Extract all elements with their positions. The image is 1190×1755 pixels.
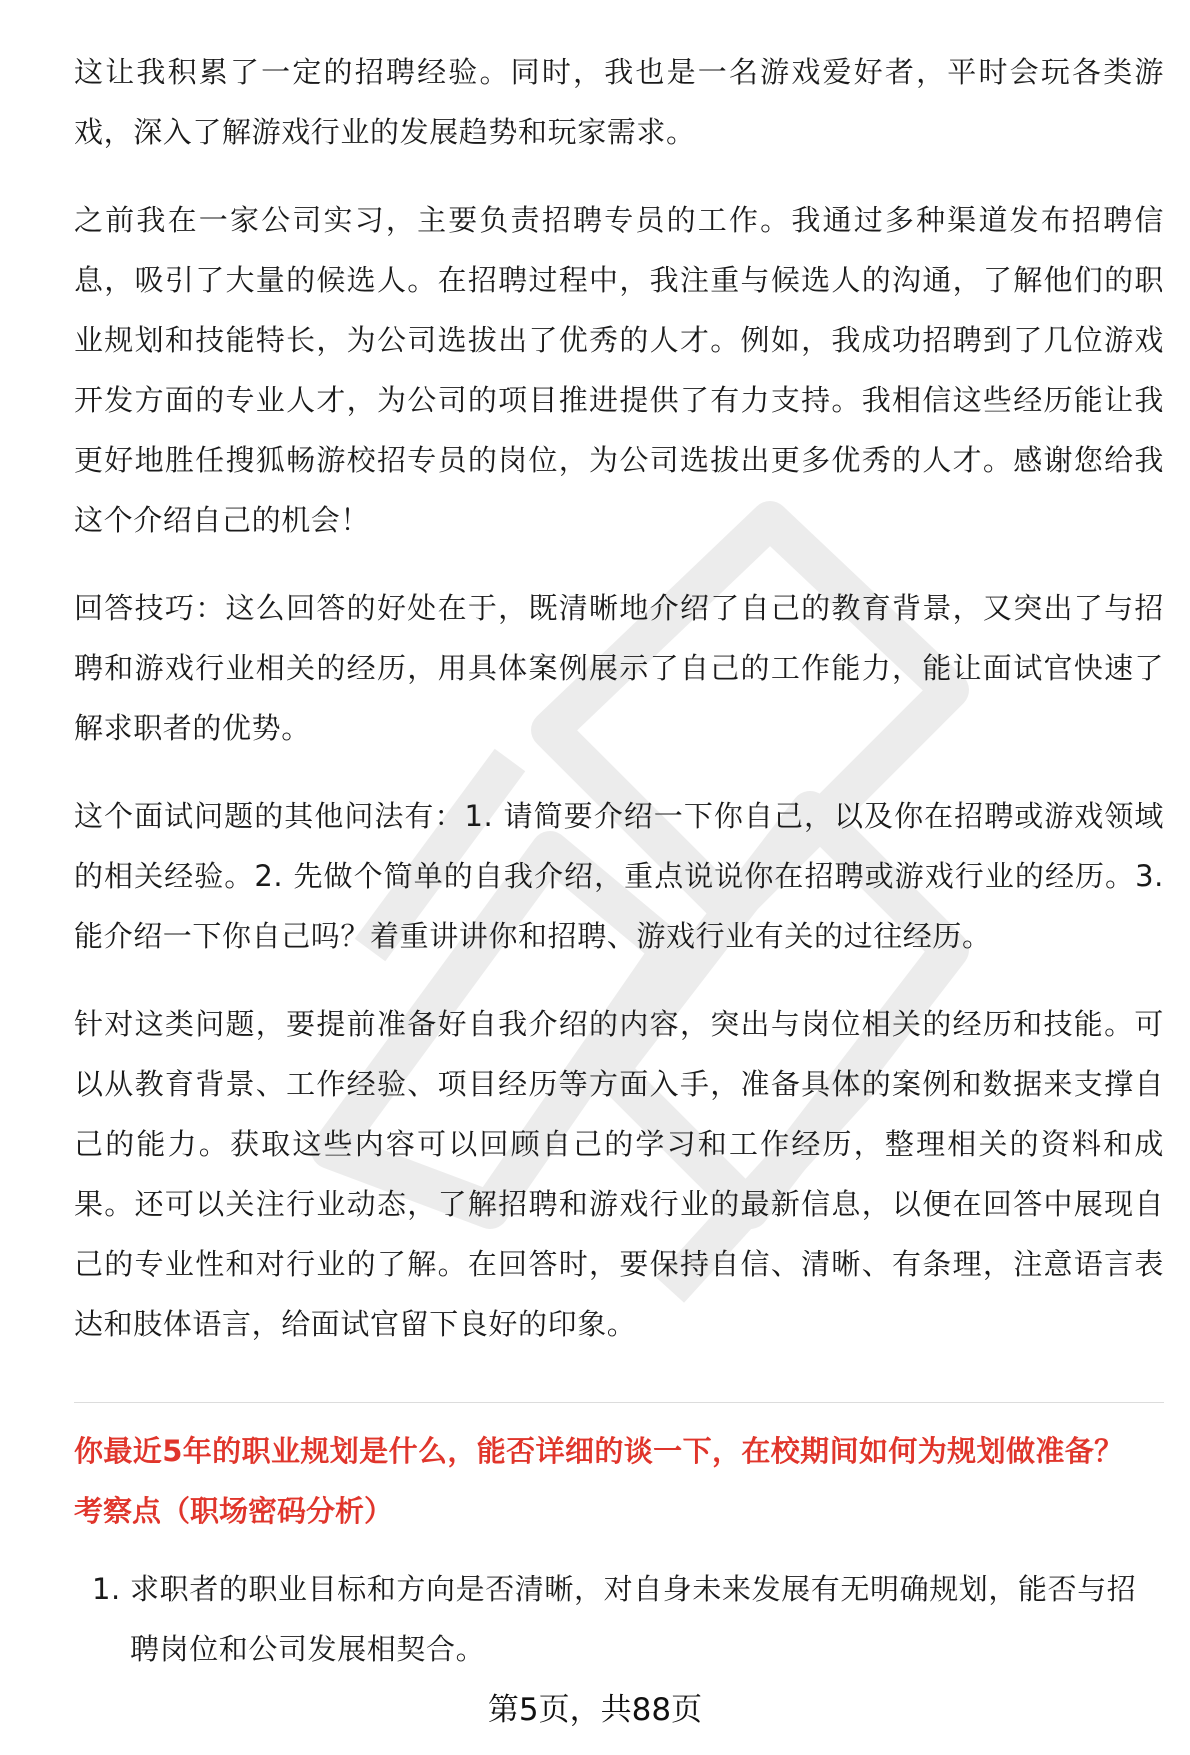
paragraph-alternative-questions: 这个面试问题的其他问法有：1. 请简要介绍一下你自己，以及你在招聘或游戏领域的相关经验。2. 先做个简单的自我介绍，重点说说你在招聘或游戏行业的经历。3. 能介绍一下你自己吗？着重讲讲你和招聘、游戏行业有关的过往经历。: [74, 799, 1164, 953]
assessment-points-list: [74, 1559, 1164, 1679]
page-footer: 第5页，共88页: [487, 1692, 703, 1728]
section-title: 考察点（职场密码分析）: [74, 1494, 394, 1528]
paragraph-answer-tips: 回答技巧：这么回答的好处在于，既清晰地介绍了自己的教育背景，又突出了与招聘和游戏行业相关的经历，用具体案例展示了自己的工作能力，能让面试官快速了解求职者的优势。: [74, 591, 1164, 745]
paragraph-experience: 这让我积累了一定的招聘经验。同时，我也是一名游戏爱好者，平时会玩各类游戏，深入了解游戏行业的发展趋势和玩家需求。: [74, 55, 1164, 149]
section-divider: [74, 1402, 1164, 1403]
list-item-number: 1.: [92, 1572, 121, 1606]
paragraph-preparation-advice: 针对这类问题，要提前准备好自我介绍的内容，突出与岗位相关的经历和技能。可以从教育背景、工作经验、项目经历等方面入手，准备具体的案例和数据来支撑自己的能力。获取这些内容可以回顾自己的学习和工作经历，整理相关的资料和成果。还可以关注行业动态，了解招聘和游戏行业的最新信息，以便在回答中展现自己的专业性和对行业的了解。在回答时，要保持自信、清晰、有条理，注意语言表达和肢体语言，给面试官留下良好的印象。: [74, 1007, 1164, 1341]
document-body: [74, 42, 1164, 1679]
list-item-text: 求职者的职业目标和方向是否清晰，对自身未来发展有无明确规划，能否与招聘岗位和公司发展相契合。: [130, 1572, 1137, 1666]
interview-question: 你最近5年的职业规划是什么，能否详细的谈一下，在校期间如何为规划做准备？: [74, 1434, 1124, 1468]
list-item: [74, 1559, 1164, 1679]
paragraph-internship: 之前我在一家公司实习，主要负责招聘专员的工作。我通过多种渠道发布招聘信息，吸引了大量的候选人。在招聘过程中，我注重与候选人的沟通，了解他们的职业规划和技能特长，为公司选拔出了优秀的人才。例如，我成功招聘到了几位游戏开发方面的专业人才，为公司的项目推进提供了有力支持。我相信这些经历能让我更好地胜任搜狐畅游校招专员的岗位，为公司选拔出更多优秀的人才。感谢您给我这个介绍自己的机会！: [74, 203, 1164, 537]
